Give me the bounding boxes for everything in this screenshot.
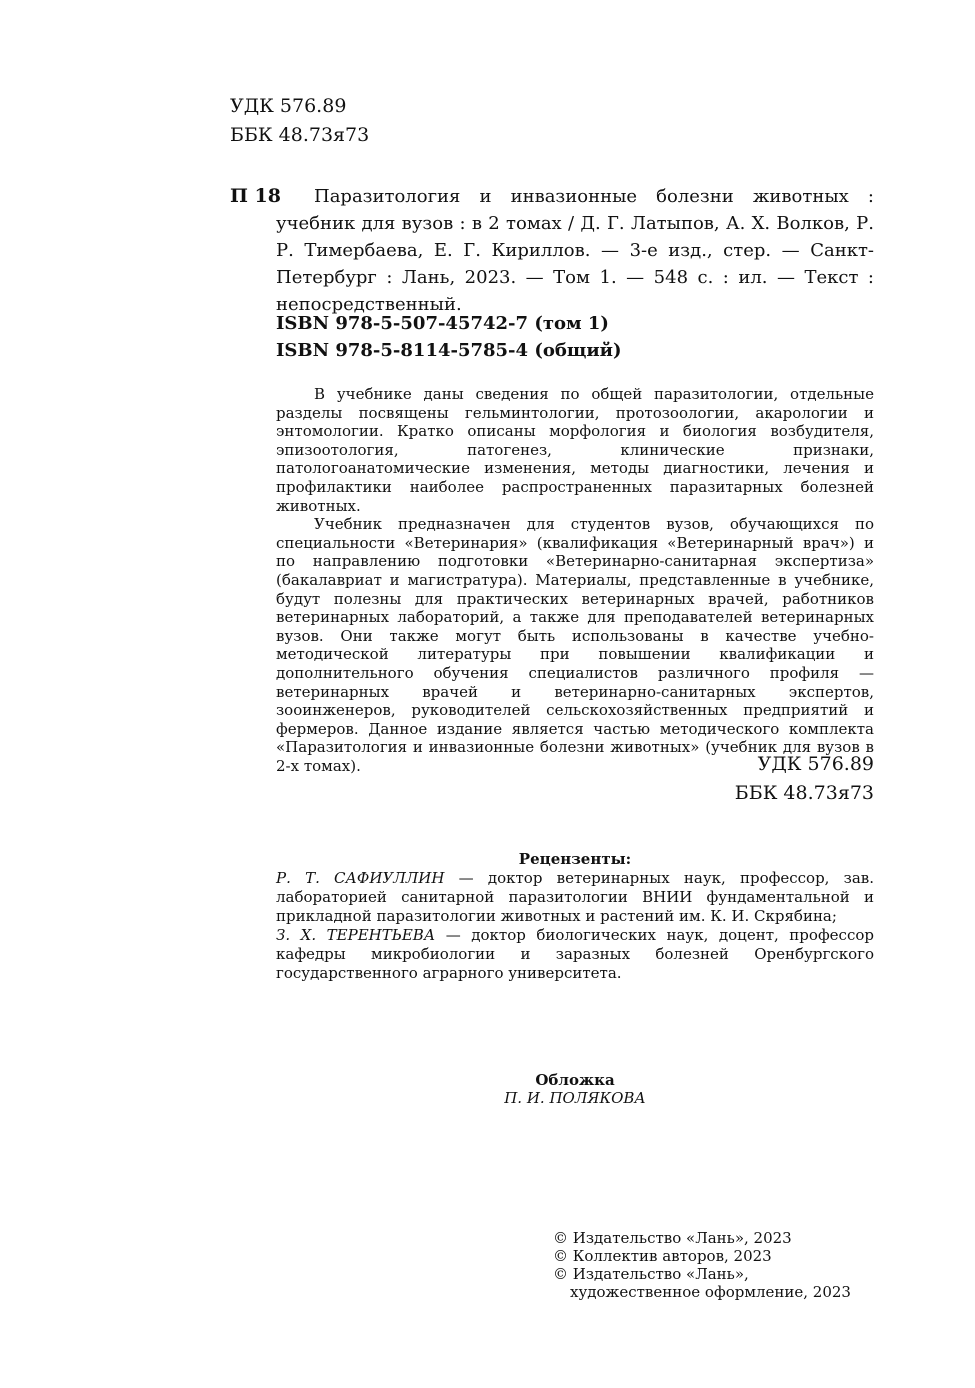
cover-credit bbox=[276, 1071, 874, 1107]
reviewers-block bbox=[276, 850, 874, 983]
isbn-volume: ISBN 978-5-507-45742-7 (том 1) bbox=[276, 313, 609, 334]
annotation-paragraph-2: Учебник предназначен для студентов вузов, обучающихся по специальности «Ветеринария» (квалификация «Ветеринарный врач») и по направлению подготовки «Ветеринарно-санитарная экспертиза» (бакалавриат и магистратура). Материалы, представленные в учебнике, будут полезны для практических ветеринарных врачей, работников ветеринарных лабораторий, а также для преподавателей ветеринарных вузов. Они также могут быть использованы в качестве учебно-методической литературы при повышении квалификации и дополнительного обучения специалистов различного профиля — ветеринарных врачей и ветеринарно-санитарных экспертов, зооинженеров, руководителей сельскохозяйственных предприятий и фермеров. Данное издание является частью методического комплекта «Паразитология и инвазионные болезни животных» (учебник для вузов в 2-х томах). bbox=[276, 515, 874, 775]
udk-bbk-top bbox=[230, 92, 369, 150]
bibliographic-record bbox=[276, 183, 874, 318]
copyright-line-3: © Издательство «Лань», bbox=[553, 1265, 749, 1283]
reviewer-2-text: — доктор биологических наук, доцент, профессор кафедры микробиологии и заразных болезней Оренбургского государственного аграрного университета. bbox=[276, 926, 874, 982]
reviewer-2-name: З. Х. ТЕРЕНТЬЕВА bbox=[276, 926, 436, 944]
bbk-code: ББК 48.73я73 bbox=[230, 124, 370, 146]
reviewers-heading: Рецензенты: bbox=[518, 850, 632, 868]
udk-code-bottom: УДК 576.89 bbox=[757, 753, 874, 775]
reviewer-2 bbox=[276, 926, 874, 983]
annotation-paragraph-1: В учебнике даны сведения по общей паразитологии, отдельные разделы посвящены гельминтологии, протозоологии, акарологии и энтомологии. Кратко описаны морфология и биология возбудителя, эпизоотология, патогенез, клинические признаки, патологоанатомические изменения, методы диагностики, лечения и профилактики наиболее распространенных паразитарных болезней животных. bbox=[276, 385, 874, 515]
author-sign: П 18 bbox=[230, 185, 281, 207]
reviewer-1 bbox=[276, 869, 874, 926]
isbn-block bbox=[276, 310, 622, 364]
udk-bbk-bottom bbox=[735, 750, 874, 808]
copyright-line-4: художественное оформление, 2023 bbox=[570, 1283, 851, 1301]
cover-heading: Обложка bbox=[535, 1071, 615, 1089]
copyright-line-1: © Издательство «Лань», 2023 bbox=[553, 1229, 792, 1247]
cover-designer: П. И. ПОЛЯКОВА bbox=[504, 1089, 646, 1107]
copyright-block bbox=[553, 1229, 851, 1301]
reviewer-1-name: Р. Т. САФИУЛЛИН bbox=[276, 869, 445, 887]
annotation bbox=[276, 385, 874, 775]
bbk-code-bottom: ББК 48.73я73 bbox=[734, 782, 874, 804]
copyright-line-2: © Коллектив авторов, 2023 bbox=[553, 1247, 772, 1265]
reviewer-1-text: — доктор ветеринарных наук, профессор, зав. лабораторией санитарной паразитологии ВНИИ фундаментальной и прикладной паразитологии животных и растений им. К. И. Скрябина; bbox=[276, 869, 874, 925]
bibliographic-text: Паразитология и инвазионные болезни животных : учебник для вузов : в 2 томах / Д. Г. Латыпов, А. Х. Волков, Р. Р. Тимербаева, Е. Г. Кириллов. — 3-е изд., стер. — Санкт-Петербург : Лань, 2023. — Том 1. — 548 с. : ил. — Текст : непосредственный. bbox=[276, 186, 874, 315]
udk-code: УДК 576.89 bbox=[230, 95, 347, 117]
isbn-general: ISBN 978-5-8114-5785-4 (общий) bbox=[276, 340, 622, 361]
